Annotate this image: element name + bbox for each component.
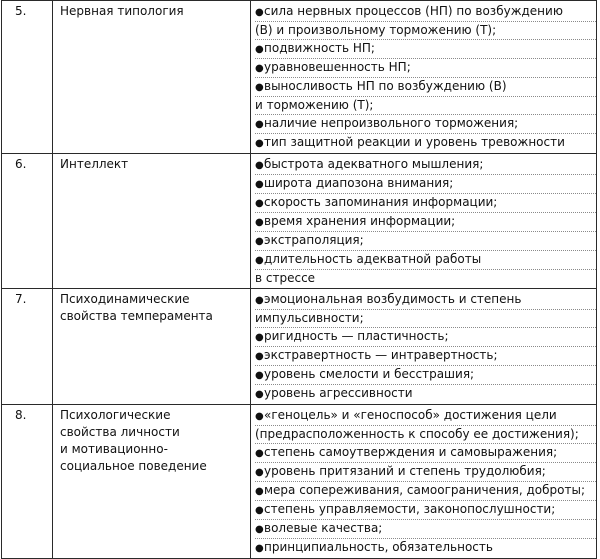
bullet-icon: ●	[255, 63, 264, 74]
bullet-icon: ●	[255, 44, 264, 55]
property-text: эмоциональная возбудимость и степень	[264, 292, 522, 306]
property-text: широта диапозона внимания;	[264, 176, 454, 190]
property-text: уровень притязаний и степень трудолюбия;	[264, 464, 546, 478]
bullet-icon: ●	[255, 370, 264, 381]
property-text: мера сопереживания, самоограничения, доброты;	[264, 483, 585, 497]
property-line	[255, 59, 596, 78]
row-number: 8.	[2, 405, 53, 559]
property-line	[255, 385, 596, 403]
property-text: (предрасположенность к способу ее достижения);	[255, 427, 579, 441]
bullet-icon: ●	[255, 486, 264, 497]
property-text: волевые качества;	[264, 521, 383, 535]
bullet-icon: ●	[255, 7, 264, 18]
property-text: тип защитной реакции и уровень тревожности	[264, 135, 565, 149]
property-line	[255, 482, 596, 501]
row-properties	[251, 154, 597, 289]
row-properties	[251, 1, 597, 154]
bullet-icon: ●	[255, 295, 264, 306]
property-line	[255, 426, 596, 444]
property-line	[255, 463, 596, 482]
property-text: сила нервных процессов (НП) по возбуждению	[264, 4, 563, 18]
property-text: подвижность НП;	[264, 41, 375, 55]
category-line: свойства темперамента	[60, 309, 213, 323]
bullet-icon: ●	[255, 236, 264, 247]
property-line	[255, 115, 596, 134]
property-line	[255, 347, 596, 366]
category-line: социальное поведение	[60, 459, 207, 473]
property-line	[255, 175, 596, 194]
property-line	[255, 366, 596, 385]
bullet-icon: ●	[255, 255, 264, 266]
property-line	[255, 232, 596, 251]
row-number: 6.	[2, 154, 53, 289]
property-text: экстраполяция;	[264, 233, 364, 247]
category-line: свойства личности	[60, 425, 180, 439]
property-text: степень управляемости, законопослушности;	[264, 502, 556, 516]
property-text: степень самоутверждения и самовыражения;	[264, 445, 558, 459]
property-line	[255, 22, 596, 40]
property-line	[255, 251, 596, 270]
property-text: быстрота адекватного мышления;	[264, 157, 484, 171]
row-category	[53, 154, 251, 289]
property-text: скорость запоминания информации;	[264, 195, 498, 209]
table-row	[2, 405, 597, 559]
row-number: 5.	[2, 1, 53, 154]
property-line	[255, 407, 596, 426]
property-text: экстравертность — интравертность;	[264, 348, 498, 362]
property-line	[255, 3, 596, 22]
bullet-icon: ●	[255, 524, 264, 535]
property-text: уравновешенность НП;	[264, 60, 411, 74]
bullet-icon: ●	[255, 198, 264, 209]
bullet-icon: ●	[255, 217, 264, 228]
property-line	[255, 156, 596, 175]
bullet-icon: ●	[255, 332, 264, 343]
bullet-icon: ●	[255, 448, 264, 459]
property-text: длительность адекватной работы	[264, 252, 482, 266]
row-category	[53, 405, 251, 559]
bullet-icon: ●	[255, 119, 264, 130]
property-text: «геноцель» и «геноспособ» достижения цели	[264, 408, 557, 422]
bullet-icon: ●	[255, 543, 264, 554]
property-text: выносливость НП по возбуждению (В)	[264, 79, 507, 93]
property-line	[255, 134, 596, 152]
property-line	[255, 291, 596, 310]
bullet-icon: ●	[255, 179, 264, 190]
category-line: Нервная типология	[60, 4, 184, 18]
property-text: ригидность — пластичность;	[264, 329, 449, 343]
bullet-icon: ●	[255, 411, 264, 422]
bullet-icon: ●	[255, 351, 264, 362]
property-line	[255, 194, 596, 213]
category-line: Психодинамические	[60, 292, 190, 306]
property-text: уровень агрессивности	[264, 386, 413, 400]
property-text: время хранения информации;	[264, 214, 456, 228]
property-line	[255, 310, 596, 328]
property-line	[255, 539, 596, 557]
bullet-icon: ●	[255, 138, 264, 149]
bullet-icon: ●	[255, 505, 264, 516]
property-line	[255, 444, 596, 463]
row-properties	[251, 405, 597, 559]
property-line	[255, 40, 596, 59]
property-line	[255, 520, 596, 539]
property-text: (В) и произвольному торможению (Т);	[255, 23, 497, 37]
table-row	[2, 154, 597, 289]
properties-table	[1, 0, 597, 559]
property-text: импульсивности;	[255, 311, 364, 325]
property-text: и торможению (Т);	[255, 98, 374, 112]
property-text: наличие непроизвольного торможения;	[264, 116, 519, 130]
row-properties	[251, 289, 597, 405]
property-line	[255, 97, 596, 115]
property-text: в стрессе	[255, 271, 316, 285]
property-line	[255, 213, 596, 232]
table-row	[2, 289, 597, 405]
category-line: Психологические	[60, 408, 171, 422]
table-body	[2, 1, 597, 559]
category-line: Интеллект	[60, 157, 129, 171]
row-category	[53, 1, 251, 154]
property-text: уровень смелости и бесстрашия;	[264, 367, 475, 381]
bullet-icon: ●	[255, 467, 264, 478]
bullet-icon: ●	[255, 82, 264, 93]
row-number: 7.	[2, 289, 53, 405]
category-line: и мотивационно-	[60, 442, 168, 456]
bullet-icon: ●	[255, 389, 264, 400]
property-line	[255, 501, 596, 520]
row-category	[53, 289, 251, 405]
bullet-icon: ●	[255, 160, 264, 171]
property-line	[255, 328, 596, 347]
property-line	[255, 78, 596, 97]
table-row	[2, 1, 597, 154]
property-line	[255, 270, 596, 287]
property-text: принципиальность, обязательность	[264, 540, 493, 554]
